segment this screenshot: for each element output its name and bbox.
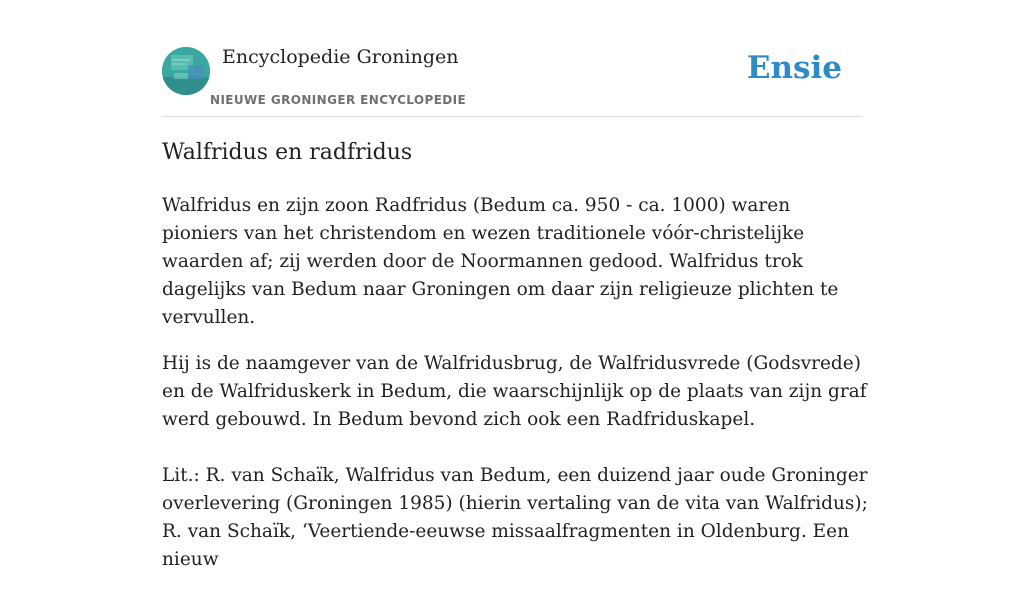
article-paragraph: Walfridus en zijn zoon Radfridus (Bedum ca. 950 - ca. 1000) waren pioniers van het christendom en wezen traditionele vóór-christelijke waarden af; zij werden door de Noormannen gedood. Walfridus trok dagelijks van Bedum naar Groningen om daar zijn religieuze plichten te vervullen.: [162, 195, 839, 328]
site-title-link[interactable]: Encyclopedie Groningen: [222, 46, 459, 68]
ensie-brand-link[interactable]: Ensie: [746, 50, 842, 86]
site-header: [162, 40, 862, 117]
literature-paragraph: Lit.: R. van Schaïk, Walfridus van Bedum, een duizend jaar oude Groninger overlevering (Groningen 1985) (hierin vertaling van de vita van Walfridus); R. van Schaïk, ‘Veertiende-eeuwse missaalfragmenten in Oldenburg. Een nieuw: [162, 465, 868, 570]
article-paragraph: Hij is de naamgever van de Walfridusbrug, de Walfridusvrede (Godsvrede) en de Walfriduskerk in Bedum, die waarschijnlijk op de plaats van zijn graf werd gebouwd. In Bedum bevond zich ook een Radfriduskapel.: [162, 353, 867, 430]
article-title: Walfridus en radfridus: [162, 140, 413, 165]
logo-image-icon: [162, 47, 210, 95]
site-logo[interactable]: [162, 47, 210, 95]
article-body: [162, 192, 872, 592]
site-subtitle: NIEUWE GRONINGER ENCYCLOPEDIE: [210, 93, 467, 107]
